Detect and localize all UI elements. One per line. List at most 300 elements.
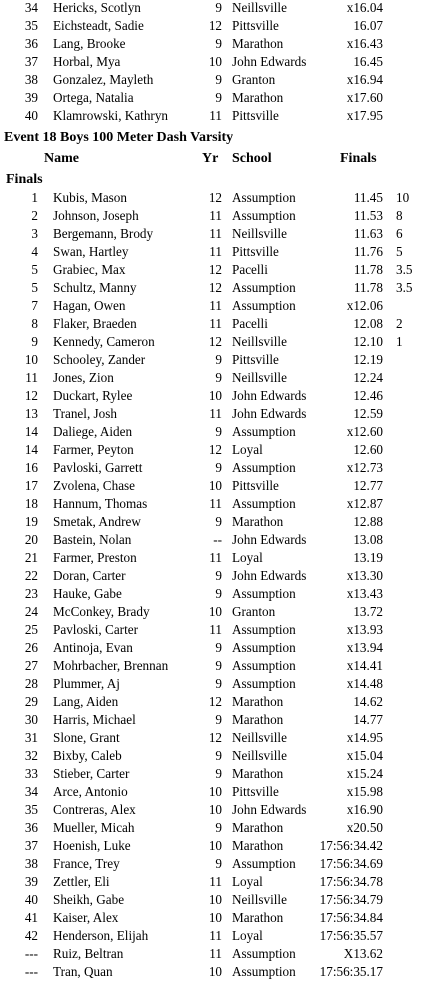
finals-mark: 11.45 <box>353 190 383 205</box>
table-row <box>0 963 447 981</box>
table-row <box>0 279 447 297</box>
table-row <box>0 351 447 369</box>
athlete-name: Gonzalez, Mayleth <box>53 72 154 87</box>
year: 9 <box>215 460 222 475</box>
athlete-name: Antinoja, Evan <box>53 640 133 655</box>
school: Loyal <box>232 550 263 565</box>
place: 40 <box>24 108 38 123</box>
finals-mark: x15.98 <box>346 784 383 799</box>
table-row <box>0 909 447 927</box>
finals-mark: 14.62 <box>353 694 383 709</box>
table-row <box>0 747 447 765</box>
athlete-name: Zvolena, Chase <box>53 478 136 493</box>
place: 37 <box>24 838 38 853</box>
year: 9 <box>215 856 222 871</box>
athlete-name: Hoenish, Luke <box>53 838 131 853</box>
school: Assumption <box>232 856 296 871</box>
year: 11 <box>209 946 222 961</box>
table-row <box>0 71 447 89</box>
athlete-name: Hauke, Gabe <box>53 586 122 601</box>
athlete-name: Hagan, Owen <box>53 298 126 313</box>
finals-mark: x16.90 <box>346 802 383 817</box>
school: Assumption <box>232 460 296 475</box>
finals-mark: x13.30 <box>346 568 383 583</box>
school: Pittsville <box>232 352 279 367</box>
athlete-name: Horbal, Mya <box>53 54 121 69</box>
school: Granton <box>232 72 276 87</box>
year: 9 <box>215 514 222 529</box>
finals-mark: 12.77 <box>353 478 383 493</box>
year: 11 <box>209 874 222 889</box>
header-yr: Yr <box>202 151 219 166</box>
year: 10 <box>208 784 222 799</box>
finals-mark: x14.48 <box>346 676 383 691</box>
school: Assumption <box>232 424 296 439</box>
athlete-name: Sheikh, Gabe <box>53 892 125 907</box>
place: 33 <box>24 766 38 781</box>
finals-mark: x12.87 <box>346 496 383 511</box>
year: 11 <box>209 226 222 241</box>
finals-mark: 12.08 <box>353 316 383 331</box>
school: John Edwards <box>232 802 307 817</box>
school: Marathon <box>232 36 284 51</box>
table-row <box>0 855 447 873</box>
place: 12 <box>24 388 38 403</box>
school: Assumption <box>232 640 296 655</box>
finals-mark: 17:56:34.42 <box>319 838 383 853</box>
place: 28 <box>24 676 38 691</box>
school: Assumption <box>232 946 296 961</box>
points: 2 <box>396 316 403 331</box>
school: Assumption <box>232 658 296 673</box>
athlete-name: Grabiec, Max <box>53 262 126 277</box>
athlete-name: Arce, Antonio <box>53 784 128 799</box>
finals-mark: x13.94 <box>346 640 383 655</box>
athlete-name: Contreras, Alex <box>53 802 136 817</box>
year: 11 <box>209 406 222 421</box>
finals-mark: x12.73 <box>346 460 383 475</box>
athlete-name: Swan, Hartley <box>53 244 129 259</box>
table-row <box>0 513 447 531</box>
table-row <box>0 675 447 693</box>
place: 20 <box>24 532 38 547</box>
table-row <box>0 549 447 567</box>
athlete-name: Smetak, Andrew <box>53 514 141 529</box>
school: Assumption <box>232 964 296 979</box>
place: 11 <box>25 370 38 385</box>
table-row <box>0 261 447 279</box>
place: 30 <box>24 712 38 727</box>
year: 9 <box>215 370 222 385</box>
finals-mark: 12.10 <box>353 334 383 349</box>
place: --- <box>24 964 38 979</box>
place: 4 <box>31 244 38 259</box>
finals-mark: x16.04 <box>346 0 383 15</box>
place: 8 <box>31 316 38 331</box>
year: 9 <box>215 748 222 763</box>
finals-mark: 11.53 <box>353 208 383 223</box>
table-row <box>0 891 447 909</box>
athlete-name: Ortega, Natalia <box>53 90 134 105</box>
year: 11 <box>209 928 222 943</box>
table-row <box>0 495 447 513</box>
table-row <box>0 0 447 17</box>
year: 11 <box>209 244 222 259</box>
school: Assumption <box>232 208 296 223</box>
school: Marathon <box>232 90 284 105</box>
athlete-name: Daliege, Aiden <box>53 424 133 439</box>
place: 34 <box>24 0 38 15</box>
place: 26 <box>24 640 38 655</box>
year: 9 <box>215 72 222 87</box>
table-row <box>0 441 447 459</box>
school: Pittsville <box>232 244 279 259</box>
school: Neillsville <box>232 748 287 763</box>
table-row <box>0 693 447 711</box>
finals-mark: 17:56:34.84 <box>319 910 383 925</box>
school: Loyal <box>232 442 263 457</box>
place: 29 <box>24 694 38 709</box>
athlete-name: Doran, Carter <box>53 568 126 583</box>
finals-mark: 11.76 <box>353 244 383 259</box>
table-row <box>0 35 447 53</box>
year: 10 <box>208 54 222 69</box>
school: Assumption <box>232 280 296 295</box>
school: Neillsville <box>232 226 287 241</box>
athlete-name: Hannum, Thomas <box>53 496 148 511</box>
section-finals: Finals <box>6 172 43 187</box>
year: 10 <box>208 892 222 907</box>
athlete-name: Flaker, Braeden <box>53 316 137 331</box>
table-row <box>0 765 447 783</box>
table-row <box>0 621 447 639</box>
place: 38 <box>24 72 38 87</box>
table-row <box>0 243 447 261</box>
points: 5 <box>396 244 403 259</box>
school: John Edwards <box>232 54 307 69</box>
place: 36 <box>24 36 38 51</box>
place: 32 <box>24 748 38 763</box>
finals-mark: x14.41 <box>346 658 383 673</box>
school: John Edwards <box>232 406 307 421</box>
year: 9 <box>215 712 222 727</box>
place: 42 <box>24 928 38 943</box>
finals-mark: x14.95 <box>346 730 383 745</box>
year: -- <box>213 532 222 547</box>
place: --- <box>24 946 38 961</box>
year: 12 <box>208 280 222 295</box>
finals-mark: 12.46 <box>353 388 383 403</box>
finals-mark: x20.50 <box>346 820 383 835</box>
year: 9 <box>215 766 222 781</box>
athlete-name: Jones, Zion <box>53 370 114 385</box>
athlete-name: Henderson, Elijah <box>53 928 149 943</box>
year: 12 <box>208 694 222 709</box>
finals-mark: 12.59 <box>353 406 383 421</box>
school: Marathon <box>232 766 284 781</box>
finals-mark: 11.63 <box>353 226 383 241</box>
athlete-name: Tran, Quan <box>53 964 113 979</box>
year: 9 <box>215 90 222 105</box>
year: 10 <box>208 478 222 493</box>
finals-mark: 11.78 <box>353 280 383 295</box>
athlete-name: Slone, Grant <box>53 730 120 745</box>
year: 10 <box>208 388 222 403</box>
place: 40 <box>24 892 38 907</box>
finals-mark: x12.60 <box>346 424 383 439</box>
school: Assumption <box>232 190 296 205</box>
year: 12 <box>208 730 222 745</box>
athlete-name: Ruiz, Beltran <box>53 946 124 961</box>
table-row <box>0 711 447 729</box>
place: 41 <box>24 910 38 925</box>
finals-mark: 13.19 <box>353 550 383 565</box>
athlete-name: Zettler, Eli <box>53 874 110 889</box>
place: 14 <box>24 442 38 457</box>
table-row <box>0 927 447 945</box>
athlete-name: Johnson, Joseph <box>53 208 139 223</box>
header-finals: Finals <box>340 151 377 166</box>
header-school: School <box>232 151 272 166</box>
finals-mark: x13.43 <box>346 586 383 601</box>
year: 12 <box>208 18 222 33</box>
athlete-name: Stieber, Carter <box>53 766 130 781</box>
school: Assumption <box>232 676 296 691</box>
place: 35 <box>24 802 38 817</box>
place: 37 <box>24 54 38 69</box>
place: 10 <box>24 352 38 367</box>
table-row <box>0 405 447 423</box>
place: 36 <box>24 820 38 835</box>
table-row <box>0 729 447 747</box>
finals-mark: X13.62 <box>343 946 383 961</box>
year: 11 <box>209 298 222 313</box>
finals-mark: 12.24 <box>353 370 383 385</box>
place: 18 <box>24 496 38 511</box>
place: 1 <box>31 190 38 205</box>
finals-mark: x17.95 <box>346 108 383 123</box>
table-row <box>0 107 447 125</box>
finals-mark: 13.72 <box>353 604 383 619</box>
table-row <box>0 315 447 333</box>
school: Pacelli <box>232 316 268 331</box>
event-title: Event 18 Boys 100 Meter Dash Varsity <box>4 130 234 145</box>
athlete-name: Harris, Michael <box>53 712 136 727</box>
year: 9 <box>215 424 222 439</box>
school: Assumption <box>232 586 296 601</box>
place: 17 <box>24 478 38 493</box>
year: 9 <box>215 36 222 51</box>
year: 12 <box>208 190 222 205</box>
year: 9 <box>215 0 222 15</box>
finals-mark: 17:56:35.57 <box>319 928 383 943</box>
year: 9 <box>215 676 222 691</box>
place: 5 <box>31 262 38 277</box>
year: 10 <box>208 802 222 817</box>
year: 10 <box>208 604 222 619</box>
table-row <box>0 585 447 603</box>
finals-mark: 16.45 <box>353 54 383 69</box>
year: 11 <box>209 208 222 223</box>
year: 12 <box>208 262 222 277</box>
athlete-name: Tranel, Josh <box>53 406 117 421</box>
finals-mark: x17.60 <box>346 90 383 105</box>
finals-mark: 12.88 <box>353 514 383 529</box>
school: John Edwards <box>232 532 307 547</box>
year: 9 <box>215 568 222 583</box>
table-row <box>0 603 447 621</box>
table-row <box>0 477 447 495</box>
finals-mark: 17:56:34.78 <box>319 874 383 889</box>
place: 19 <box>24 514 38 529</box>
year: 11 <box>209 622 222 637</box>
athlete-name: Lang, Aiden <box>53 694 119 709</box>
table-row <box>0 801 447 819</box>
table-row <box>0 459 447 477</box>
school: Pittsville <box>232 478 279 493</box>
school: Pittsville <box>232 108 279 123</box>
points: 3.5 <box>396 262 413 277</box>
athlete-name: Hericks, Scotlyn <box>53 0 141 15</box>
table-row <box>0 333 447 351</box>
finals-mark: 16.07 <box>353 18 383 33</box>
year: 10 <box>208 838 222 853</box>
school: Marathon <box>232 838 284 853</box>
place: 39 <box>24 90 38 105</box>
finals-mark: 14.77 <box>353 712 383 727</box>
table-row <box>0 837 447 855</box>
place: 31 <box>24 730 38 745</box>
points: 1 <box>396 334 403 349</box>
school: Granton <box>232 604 276 619</box>
table-row <box>0 53 447 71</box>
school: Assumption <box>232 298 296 313</box>
finals-mark: 13.08 <box>353 532 383 547</box>
place: 38 <box>24 856 38 871</box>
athlete-name: Lang, Brooke <box>53 36 126 51</box>
year: 10 <box>208 964 222 979</box>
athlete-name: McConkey, Brady <box>53 604 150 619</box>
finals-mark: 12.19 <box>353 352 383 367</box>
athlete-name: Pavloski, Carter <box>53 622 138 637</box>
year: 11 <box>209 108 222 123</box>
school: Pittsville <box>232 18 279 33</box>
athlete-name: Mohrbacher, Brennan <box>53 658 169 673</box>
finals-mark: x15.24 <box>346 766 383 781</box>
athlete-name: Duckart, Rylee <box>53 388 133 403</box>
athlete-name: Farmer, Preston <box>53 550 137 565</box>
table-row <box>0 423 447 441</box>
school: Neillsville <box>232 892 287 907</box>
place: 5 <box>31 280 38 295</box>
table-row <box>0 567 447 585</box>
table-row <box>0 783 447 801</box>
place: 34 <box>24 784 38 799</box>
table-row <box>0 873 447 891</box>
points: 3.5 <box>396 280 413 295</box>
school: Pacelli <box>232 262 268 277</box>
table-row <box>0 369 447 387</box>
athlete-name: Bixby, Caleb <box>53 748 122 763</box>
year: 11 <box>209 496 222 511</box>
table-row <box>0 189 447 207</box>
table-row <box>0 639 447 657</box>
finals-mark: x16.94 <box>346 72 383 87</box>
athlete-name: Plummer, Aj <box>53 676 120 691</box>
table-row <box>0 89 447 107</box>
athlete-name: Schultz, Manny <box>53 280 137 295</box>
athlete-name: Farmer, Peyton <box>53 442 134 457</box>
school: Neillsville <box>232 370 287 385</box>
place: 27 <box>24 658 38 673</box>
table-row <box>0 207 447 225</box>
year: 9 <box>215 352 222 367</box>
athlete-name: Bastein, Nolan <box>53 532 132 547</box>
finals-mark: 17:56:34.79 <box>319 892 383 907</box>
year: 12 <box>208 334 222 349</box>
table-row <box>0 531 447 549</box>
table-row <box>0 657 447 675</box>
athlete-name: Kaiser, Alex <box>53 910 119 925</box>
school: Pittsville <box>232 784 279 799</box>
school: Neillsville <box>232 334 287 349</box>
place: 22 <box>24 568 38 583</box>
athlete-name: Kubis, Mason <box>53 190 127 205</box>
table-row <box>0 387 447 405</box>
school: Loyal <box>232 874 263 889</box>
place: 7 <box>31 298 38 313</box>
year: 9 <box>215 586 222 601</box>
school: Marathon <box>232 694 284 709</box>
place: 2 <box>31 208 38 223</box>
finals-mark: x12.06 <box>346 298 383 313</box>
finals-mark: x13.93 <box>346 622 383 637</box>
finals-mark: x15.04 <box>346 748 383 763</box>
athlete-name: Pavloski, Garrett <box>53 460 143 475</box>
place: 24 <box>24 604 38 619</box>
athlete-name: Kennedy, Cameron <box>53 334 155 349</box>
place: 13 <box>24 406 38 421</box>
finals-mark: 11.78 <box>353 262 383 277</box>
place: 21 <box>24 550 38 565</box>
school: Neillsville <box>232 0 287 15</box>
finals-mark: 17:56:35.17 <box>319 964 383 979</box>
athlete-name: Mueller, Micah <box>53 820 135 835</box>
athlete-name: Schooley, Zander <box>53 352 146 367</box>
year: 11 <box>209 550 222 565</box>
athlete-name: Eichsteadt, Sadie <box>53 18 144 33</box>
points: 10 <box>396 190 410 205</box>
school: Neillsville <box>232 730 287 745</box>
table-row <box>0 945 447 963</box>
place: 14 <box>24 424 38 439</box>
year: 9 <box>215 820 222 835</box>
place: 16 <box>24 460 38 475</box>
school: Marathon <box>232 514 284 529</box>
place: 9 <box>31 334 38 349</box>
finals-mark: 12.60 <box>353 442 383 457</box>
athlete-name: Klamrowski, Kathryn <box>53 108 169 123</box>
school: Assumption <box>232 496 296 511</box>
year: 9 <box>215 640 222 655</box>
school: John Edwards <box>232 388 307 403</box>
points: 6 <box>396 226 403 241</box>
finals-mark: x16.43 <box>346 36 383 51</box>
place: 25 <box>24 622 38 637</box>
athlete-name: Bergemann, Brody <box>53 226 154 241</box>
school: Assumption <box>232 622 296 637</box>
header-name: Name <box>44 151 79 166</box>
